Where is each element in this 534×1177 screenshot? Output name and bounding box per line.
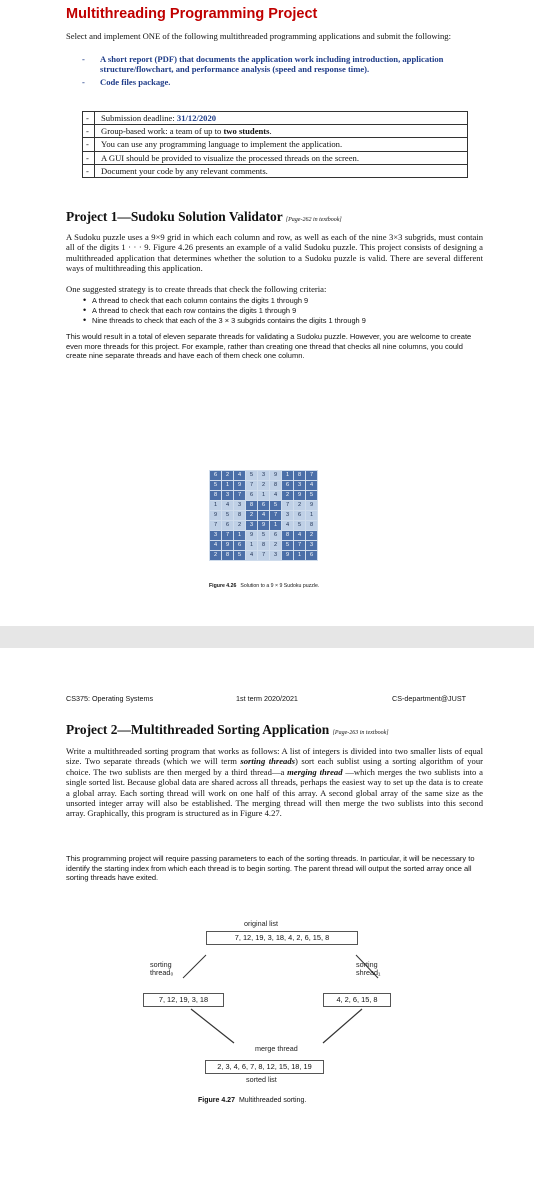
sudoku-cell: 4: [294, 531, 306, 541]
sudoku-cell: 9: [294, 491, 306, 501]
sudoku-cell: 8: [306, 521, 318, 531]
sudoku-cell: 4: [222, 501, 234, 511]
sudoku-cell: 2: [282, 491, 294, 501]
right-sublist-box: 4, 2, 6, 15, 8: [323, 993, 391, 1007]
sudoku-cell: 2: [270, 541, 282, 551]
sudoku-cell: 4: [306, 481, 318, 491]
req-deadline: - Submission deadline: 31/12/2020: [83, 112, 467, 124]
sudoku-cell: 9: [282, 551, 294, 561]
sudoku-cell: 8: [270, 481, 282, 491]
sudoku-cell: 5: [222, 511, 234, 521]
sudoku-cell: 8: [258, 541, 270, 551]
sudoku-cell: 5: [210, 481, 222, 491]
document-page-2: [0, 648, 534, 1177]
sudoku-cell: 8: [210, 491, 222, 501]
sudoku-cell: 5: [270, 501, 282, 511]
deliverable-report: - A short report (PDF) that documents the application work including introduction, application structure/flowchart, and performance analysis (speed and response time).: [82, 54, 477, 75]
sudoku-cell: 1: [222, 481, 234, 491]
project2-title: Project 2—Multithreaded Sorting Application [Page-263 in textbook]: [66, 722, 389, 737]
sudoku-cell: 5: [294, 521, 306, 531]
sudoku-cell: 4: [270, 491, 282, 501]
sudoku-cell: 9: [210, 511, 222, 521]
sudoku-cell: 3: [246, 521, 258, 531]
sudoku-cell: 9: [222, 541, 234, 551]
sudoku-cell: 9: [258, 521, 270, 531]
sudoku-cell: 6: [294, 511, 306, 521]
sudoku-cell: 7: [306, 471, 318, 481]
sudoku-cell: 3: [270, 551, 282, 561]
sudoku-grid: [209, 470, 318, 561]
header-course: CS375: Operating Systems: [66, 694, 154, 703]
sudoku-cell: 1: [270, 521, 282, 531]
sudoku-cell: 6: [210, 471, 222, 481]
arrow-line-left-bottom: [191, 1009, 234, 1043]
project2-paragraph-2: This programming project will require passing parameters to each of the sorting threads. In particular, it will be necessary to identify the starting index from which each thread is to begin sorting. The parent thread will output the sorted array once all sorting threads have exited.: [66, 854, 475, 883]
sudoku-cell: 3: [210, 531, 222, 541]
sudoku-row: [210, 481, 318, 491]
main-title: Multithreading Programming Project: [66, 6, 318, 22]
sorting-thread-0-label: sorting thread₀: [150, 960, 174, 978]
sudoku-cell: 1: [306, 511, 318, 521]
sudoku-cell: 5: [258, 531, 270, 541]
sudoku-cell: 2: [294, 501, 306, 511]
sudoku-cell: 7: [294, 541, 306, 551]
sudoku-cell: 1: [258, 491, 270, 501]
sudoku-cell: 2: [222, 471, 234, 481]
sudoku-cell: 5: [246, 471, 258, 481]
sudoku-cell: 8: [282, 531, 294, 541]
merge-thread-label: merge thread: [255, 1044, 298, 1053]
sudoku-row: [210, 551, 318, 561]
intro-paragraph: Select and implement ONE of the following multithreaded programming applications and submit the following:: [66, 31, 451, 41]
sudoku-cell: 5: [234, 551, 246, 561]
sudoku-row: [210, 531, 318, 541]
req-document: - Document your code by any relevant comments.: [83, 164, 467, 177]
sudoku-row: [210, 511, 318, 521]
sudoku-cell: 1: [282, 471, 294, 481]
sudoku-cell: 1: [234, 531, 246, 541]
figure-4-26-caption: Figure 4.26 Solution to a 9 × 9 Sudoku puzzle.: [209, 583, 320, 589]
sorting-thread-1-label: sorting shread₁: [356, 960, 381, 978]
sudoku-cell: 3: [234, 501, 246, 511]
figure-4-27-caption: Figure 4.27 Multithreaded sorting.: [198, 1097, 307, 1104]
sudoku-cell: 6: [246, 491, 258, 501]
sudoku-cell: 9: [246, 531, 258, 541]
criteria-item: • A thread to check that each column contains the digits 1 through 9: [66, 296, 483, 306]
sorted-list-box: 2, 3, 4, 6, 7, 8, 12, 15, 18, 19: [205, 1060, 324, 1074]
sudoku-cell: 8: [222, 551, 234, 561]
sudoku-cell: 9: [270, 471, 282, 481]
sudoku-cell: 4: [234, 471, 246, 481]
arrow-line-left-top: [183, 955, 206, 978]
sudoku-cell: 6: [270, 531, 282, 541]
sudoku-row: [210, 501, 318, 511]
sudoku-cell: 1: [246, 541, 258, 551]
sudoku-cell: 4: [258, 511, 270, 521]
sudoku-cell: 6: [222, 521, 234, 531]
sudoku-cell: 2: [246, 511, 258, 521]
req-group: - Group-based work: a team of up to two students.: [83, 124, 467, 137]
sudoku-cell: 7: [258, 551, 270, 561]
criteria-item: • Nine threads to check that each of the 3 × 3 subgrids contains the digits 1 through 9: [66, 316, 483, 326]
sorted-list-label: sorted list: [246, 1075, 277, 1084]
project1-title: Project 1—Sudoku Solution Validator [Page-262 in textbook]: [66, 209, 342, 224]
sudoku-cell: 4: [210, 541, 222, 551]
sudoku-row: [210, 521, 318, 531]
sudoku-cell: 2: [258, 481, 270, 491]
sudoku-cell: 9: [234, 481, 246, 491]
project1-paragraph: A Sudoku puzzle uses a 9×9 grid in which each column and row, as well as each of the nine 3×3 subgrids, must contain all of the digits 1 · · · 9. Figure 4.26 presents an example of a valid Sudoku puzzle. This project consists of designing a multithreaded application that determines whether the solution to a Sudoku puzzle is valid. There are several different ways of multithreading this application.: [66, 232, 483, 274]
sudoku-cell: 3: [258, 471, 270, 481]
sudoku-cell: 3: [294, 481, 306, 491]
sudoku-cell: 7: [234, 491, 246, 501]
sudoku-row: [210, 541, 318, 551]
sudoku-cell: 2: [234, 521, 246, 531]
header-department: CS-department@JUST: [392, 694, 467, 703]
original-list-label: original list: [244, 919, 278, 928]
req-language: - You can use any programming language to implement the application.: [83, 137, 467, 150]
project1-paragraph-2: This would result in a total of eleven separate threads for validating a Sudoku puzzle. However, you are welcome to create even more threads for this project. For example, rather than creating one thread that checks all nine columns, you could create nine separate threads and have each of them check one column.: [66, 332, 472, 361]
sudoku-cell: 3: [306, 541, 318, 551]
sudoku-cell: 8: [246, 501, 258, 511]
deliverable-code: - Code files package.: [82, 77, 477, 87]
sudoku-cell: 2: [306, 531, 318, 541]
sudoku-cell: 8: [294, 471, 306, 481]
sudoku-cell: 5: [306, 491, 318, 501]
sudoku-cell: 7: [270, 511, 282, 521]
sudoku-cell: 4: [246, 551, 258, 561]
sudoku-row: [210, 471, 318, 481]
sudoku-cell: 3: [282, 511, 294, 521]
sudoku-cell: 6: [282, 481, 294, 491]
project2-paragraph: Write a multithreaded sorting program that works as follows: A list of integers is divided into two smaller lists of equal size. Two separate threads (which we will term sorting threads) sort each sublist using a sorting algorithm of your choice. The two sublists are then merged by a third thread—a merging thread —which merges the two sublists into a single sorted list. Because global data are shared across all threads, perhaps the easiest way to set up the data is to create a global array. Each sorting thread will work on one half of this array. A second global array of the same size as the unsorted integer array will also be established. The merging thread will then merge the two sublists into this second array. Graphically, this program is structured as in Figure 4.27.: [66, 746, 483, 819]
sudoku-cell: 2: [210, 551, 222, 561]
sudoku-cell: 5: [282, 541, 294, 551]
sudoku-cell: 6: [306, 551, 318, 561]
sudoku-cell: 7: [246, 481, 258, 491]
original-list-box: 7, 12, 19, 3, 18, 4, 2, 6, 15, 8: [206, 931, 358, 945]
sudoku-row: [210, 491, 318, 501]
deliverables-list: [82, 54, 477, 87]
left-sublist-box: 7, 12, 19, 3, 18: [143, 993, 224, 1007]
header-term: 1st term 2020/2021: [236, 694, 298, 703]
project1-strategy: One suggested strategy is to create threads that check the following criteria:: [66, 284, 327, 294]
sudoku-cell: 6: [234, 541, 246, 551]
sudoku-cell: 3: [222, 491, 234, 501]
sudoku-cell: 6: [258, 501, 270, 511]
project1-criteria-list: [66, 296, 483, 325]
criteria-item: • A thread to check that each row contains the digits 1 through 9: [66, 306, 483, 316]
sudoku-cell: 7: [282, 501, 294, 511]
sudoku-cell: 4: [282, 521, 294, 531]
sudoku-cell: 8: [234, 511, 246, 521]
sudoku-cell: 7: [222, 531, 234, 541]
sudoku-cell: 1: [294, 551, 306, 561]
sudoku-cell: 9: [306, 501, 318, 511]
requirements-box: [82, 111, 468, 178]
sudoku-cell: 7: [210, 521, 222, 531]
arrow-line-right-bottom: [323, 1009, 362, 1043]
sudoku-cell: 1: [210, 501, 222, 511]
req-gui: - A GUI should be provided to visualize the processed threads on the screen.: [83, 151, 467, 164]
